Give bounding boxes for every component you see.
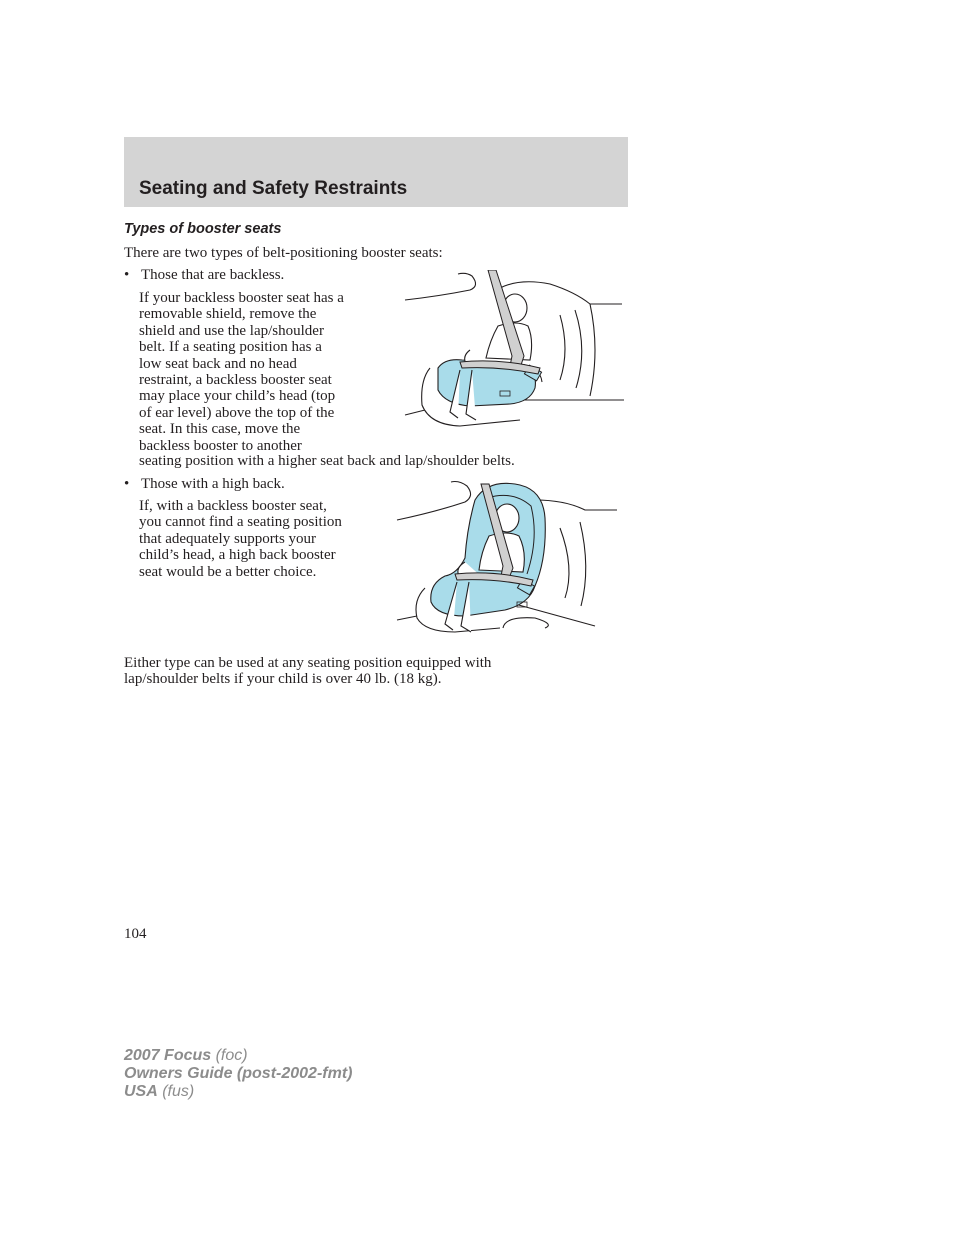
paragraph-line: that adequately supports your <box>139 530 317 547</box>
intro-paragraph: There are two types of belt-positioning booster seats: <box>124 245 443 261</box>
bullet-text: Those with a high back. <box>141 476 285 492</box>
paragraph-line: low seat back and no head <box>139 355 297 372</box>
paragraph-line: shield and use the lap/shoulder <box>139 322 324 339</box>
backless-booster-illustration <box>400 270 625 430</box>
footer-model-code: (foc) <box>211 1047 248 1064</box>
bullet-symbol: • <box>124 267 130 283</box>
high-back-booster-illustration <box>395 478 620 638</box>
bullet-symbol: • <box>124 476 130 492</box>
paragraph-line: may place your child’s head (top <box>139 388 336 405</box>
section-title: Seating and Safety Restraints <box>139 178 408 199</box>
bullet-item-high-back <box>124 476 285 492</box>
paragraph-line: restraint, a backless booster seat <box>139 372 332 389</box>
paragraph-line: seat. In this case, move the <box>139 421 301 438</box>
backless-paragraph-tail: seating position with a higher seat back and lap/shoulder belts. <box>139 453 515 469</box>
bullet-text: Those that are backless. <box>141 267 285 283</box>
paragraph-line: If your backless booster seat has a <box>139 290 344 306</box>
page-number: 104 <box>124 926 147 942</box>
paragraph-line: child’s head, a high back booster <box>139 547 336 564</box>
paragraph-line: you cannot find a seating position <box>139 514 342 531</box>
paragraph-line: backless booster to another <box>139 437 302 454</box>
document-footer <box>124 1047 352 1101</box>
paragraph-line: seat would be a better choice. <box>139 563 317 580</box>
closing-paragraph <box>124 655 564 688</box>
paragraph-line: belt. If a seating position has a <box>139 339 322 356</box>
subheading: Types of booster seats <box>124 221 282 237</box>
footer-market-code: (fus) <box>157 1083 195 1100</box>
bullet-item-backless <box>124 267 284 283</box>
footer-guide: Owners Guide (post-2002-fmt) <box>124 1065 353 1082</box>
backless-paragraph <box>139 290 389 454</box>
footer-model: 2007 Focus <box>124 1047 212 1064</box>
paragraph-line: If, with a backless booster seat, <box>139 498 327 514</box>
paragraph-line: lap/shoulder belts if your child is over 40 lb. (18 kg). <box>124 671 442 688</box>
footer-market: USA <box>124 1083 158 1100</box>
high-back-paragraph <box>139 498 384 580</box>
paragraph-line: removable shield, remove the <box>139 306 317 323</box>
paragraph-line: Either type can be used at any seating position equipped with <box>124 655 492 671</box>
paragraph-line: of ear level) above the top of the <box>139 404 335 421</box>
